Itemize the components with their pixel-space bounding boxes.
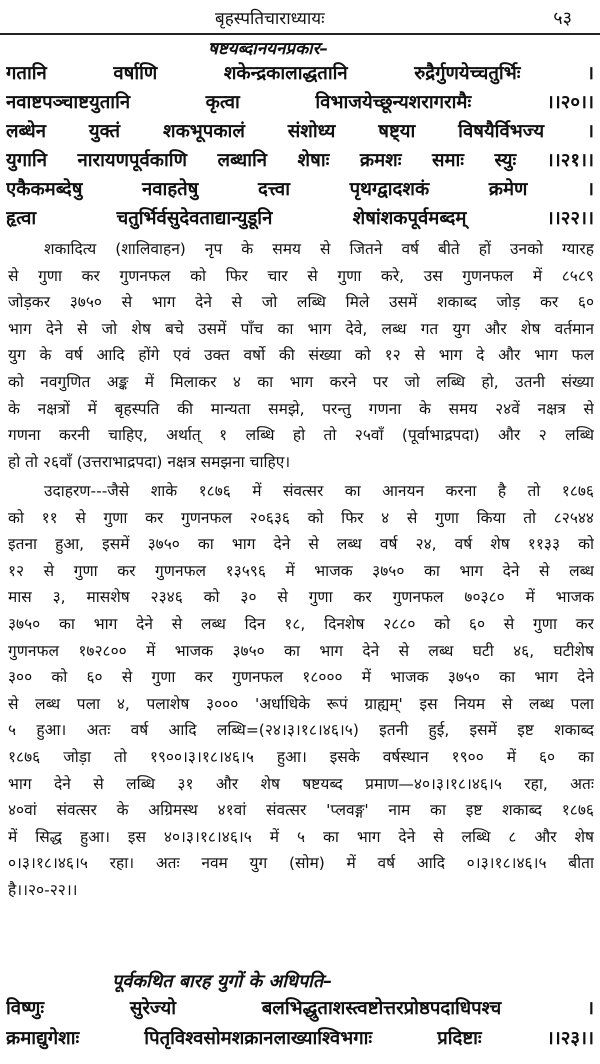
text-line: गणना करनी चाहिए, अर्थात् १ लब्धि हो तो २५वाँ (पूर्वाभाद्रपदा) और २ लब्धि [8, 426, 594, 445]
text-line: से गुणा कर गुणनफल को फिर चार से गुणा करे, उस गुणनफल में ८५८९ [8, 266, 594, 285]
text-line: गुणनफल १७२८०० में भाजक ३७५० का भाग देने से लब्ध घटी ४६, घटीशेष [8, 641, 594, 660]
text-line: ०।३।१८।४६।५ रहा। अतः नवम युग (सोम) में वर्ष आदि ०।३।१८।४६।५ बीता [8, 854, 594, 873]
verse-line: क्रमाद्युगेशाः पितृविश्वसोमशक्रानलाख्याश्विभगाः प्रदिष्टाः ।।२३।। [6, 1028, 594, 1049]
text-line: ३७५० का भाग देने से लब्ध दिन १८, दिनशेष २८८० को ६० से गुणा कर [8, 614, 594, 633]
text-line: उदाहरण---जैसे शाके १८७६ में संवत्सर का आनयन करना है तो १८७६ [44, 482, 594, 500]
text-line: से लब्ध पला ४, पलाशेष ३००० 'अर्धाधिके रूपं ग्राह्यम्' इस नियम से लब्ध पला [8, 694, 594, 713]
text-line: को नवगुणित अङ्क में मिलाकर ४ का भाग करने पर जो लब्धि हो, उतनी संख्या [8, 372, 594, 391]
text-line: शकादित्य (शालिवाहन) नृप के समय से जितने वर्ष बीते हों उनको ग्यारह [44, 240, 594, 258]
example-paragraph [8, 478, 594, 904]
text-line: इतना हुआ, इसमें ३७५० का भाग देने से लब्ध वर्ष २४, वर्ष शेष ११३३ को [8, 535, 594, 554]
verse-line: नवाष्टपञ्चाष्टयुतानि कृत्वा विभाजयेच्छून्यशरागरामैः ।।२०।। [6, 92, 594, 113]
text-line: ४०वां संवत्सर के अग्रिमस्थ ४१वां संवत्सर 'प्लवङ्ग' नाम का इष्ट शकाब्द १८७६ [8, 801, 594, 820]
page-number: ५३ [553, 8, 572, 29]
text-line: ३०० को ६० से गुणा कर गुणनफल १८००० में भाजक ३७५० का भाग देने [8, 668, 594, 687]
verse-line: युगानि नारायणपूर्वकाणि लब्धानि शेषाः क्रमशः समाः स्युः ।।२१।। [6, 150, 594, 171]
text-line: १८७६ जोड़ा तो १९००।३।१८।४६।५ हुआ। इसके वर्षस्थान १९०० में ६० का [8, 747, 594, 766]
text-line: युग के वर्ष आदि होंगे एवं उक्त वर्षो की संख्या को १२ से भाग दे और भाग फल [8, 346, 594, 365]
verse-line: विष्णुः सुरेज्यो बलभिद्धुताशस्त्वष्टोत्तरप्रोष्ठपदाधिपश्च । [6, 998, 594, 1019]
text-line: है।।२०-२२।। [8, 880, 78, 899]
verse-line: गतानि वर्षाणि शकेन्द्रकालाद्धतानि रुद्रैर्गुणयेच्चतुर्भिः । [6, 63, 594, 84]
verse-line: लब्धेन युक्तं शकभूपकालं संशोध्य षष्ट्या विषयैर्विभज्य । [6, 121, 594, 142]
verse-line: हृत्वा चतुर्भिर्वसुदेवताद्यान्युडूनि शेषांशकपूर्वमब्दम् ।।२२।। [6, 208, 594, 229]
text-line: भाग देने से लब्धि ३१ और शेष षष्टयब्द प्रमाण—४०।३।१८।४६।५ रहा, अतः [8, 774, 594, 793]
text-line: १२ से गुणा कर गुणनफल १३५९६ में भाजक ३७५० का भाग देने से लब्ध [8, 561, 594, 580]
text-line: भाग देने से जो शेष बचे उसमें पाँच का भाग देवे, लब्ध गत युग और शेष वर्तमान [8, 319, 594, 338]
text-line: में सिद्ध हुआ। इस ४०।३।१८।४६।५ में ५ का भाग देने से लब्धि ८ और शेष [8, 827, 594, 846]
text-line: मास ३, मासशेष २३४६ को ३० से गुणा कर गुणनफल ७०३८० में भाजक [8, 588, 594, 607]
page-header [0, 6, 600, 36]
commentary-paragraph [8, 236, 594, 475]
text-line: को ११ से गुणा कर गुणनफल २०६३६ को फिर ४ से गुणा किया तो ८२५४४ [8, 508, 594, 527]
running-title: बृहस्पतिचाराध्यायः [215, 9, 325, 29]
header-rule [0, 33, 600, 35]
verse-line: एकैकमब्देषु नवाहतेषु दत्त्वा पृथग्द्वादशकं क्रमेण । [6, 179, 594, 200]
section-heading: पूर्वकथित बारह युगों के अधिपति– [112, 971, 333, 992]
text-line: के नक्षत्रों में बृहस्पति की मान्यता समझे, परन्तु गणना के समय २४वें नक्षत्र से [8, 399, 594, 418]
text-line: जोड़कर ३७५० से भाग देने से जो लब्धि मिले उसमें शकाब्द जोड़ कर ६० [8, 293, 594, 312]
text-line: हो तो २६वाँ (उत्तराभाद्रपदा) नक्षत्र समझना चाहिए। [8, 452, 291, 471]
section-heading: षष्टयब्दानयनप्रकार– [208, 39, 329, 59]
text-line: ५ हुआ। अतः वर्ष आदि लब्धि=(२४।३।१८।४६।५) इतनी हुई, इसमें इष्ट शकाब्द [8, 721, 594, 740]
